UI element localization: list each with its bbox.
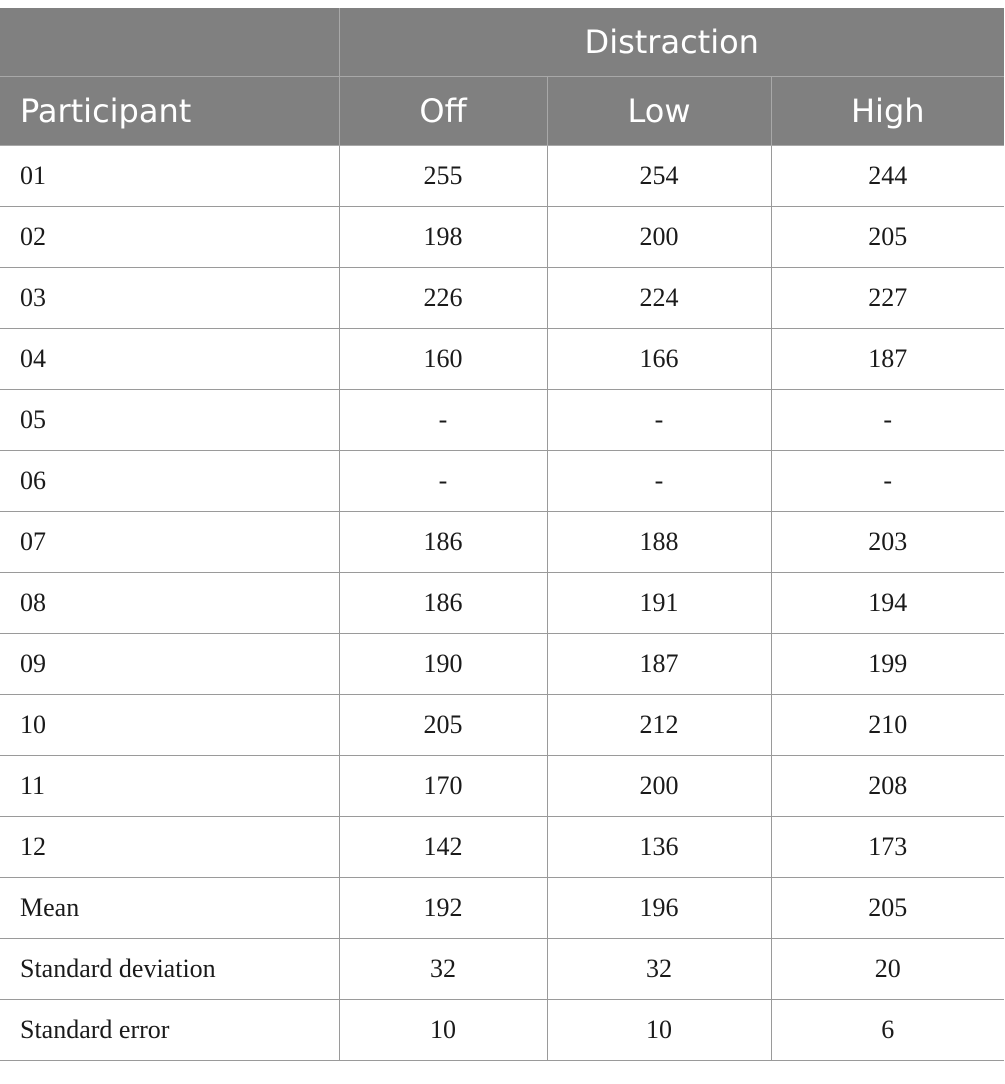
row-label: 10 <box>0 695 339 756</box>
table-row <box>0 695 1004 756</box>
value-cell: 191 <box>547 573 771 634</box>
value-cell: 142 <box>339 817 547 878</box>
value-cell: 192 <box>339 878 547 939</box>
value-cell: 200 <box>547 756 771 817</box>
row-label: 11 <box>0 756 339 817</box>
value-cell: - <box>339 390 547 451</box>
table-row <box>0 512 1004 573</box>
row-label: 09 <box>0 634 339 695</box>
value-cell: - <box>771 390 1004 451</box>
table-row <box>0 756 1004 817</box>
value-cell: 199 <box>771 634 1004 695</box>
row-label: 06 <box>0 451 339 512</box>
value-cell: 10 <box>339 1000 547 1061</box>
value-cell: 136 <box>547 817 771 878</box>
table-row <box>0 878 1004 939</box>
value-cell: 196 <box>547 878 771 939</box>
value-cell: 187 <box>547 634 771 695</box>
table-row <box>0 451 1004 512</box>
row-label: 01 <box>0 146 339 207</box>
table-row <box>0 268 1004 329</box>
distraction-header: Distraction <box>339 8 1004 77</box>
value-cell: 6 <box>771 1000 1004 1061</box>
header-blank-cell <box>0 8 339 77</box>
condition-header-off: Off <box>339 77 547 146</box>
value-cell: - <box>771 451 1004 512</box>
row-label: Mean <box>0 878 339 939</box>
table-row <box>0 939 1004 1000</box>
value-cell: 166 <box>547 329 771 390</box>
row-label: 02 <box>0 207 339 268</box>
value-cell: - <box>339 451 547 512</box>
value-cell: 210 <box>771 695 1004 756</box>
value-cell: 190 <box>339 634 547 695</box>
condition-header-high: High <box>771 77 1004 146</box>
table-row <box>0 329 1004 390</box>
table-row <box>0 146 1004 207</box>
value-cell: 227 <box>771 268 1004 329</box>
value-cell: 226 <box>339 268 547 329</box>
value-cell: 254 <box>547 146 771 207</box>
value-cell: 173 <box>771 817 1004 878</box>
row-label: 05 <box>0 390 339 451</box>
value-cell: 208 <box>771 756 1004 817</box>
value-cell: 198 <box>339 207 547 268</box>
table-row <box>0 817 1004 878</box>
table-row <box>0 573 1004 634</box>
value-cell: 187 <box>771 329 1004 390</box>
condition-header-low: Low <box>547 77 771 146</box>
value-cell: 194 <box>771 573 1004 634</box>
value-cell: 203 <box>771 512 1004 573</box>
table-body <box>0 146 1004 1061</box>
row-label: 12 <box>0 817 339 878</box>
table-row <box>0 207 1004 268</box>
row-label: 08 <box>0 573 339 634</box>
value-cell: 205 <box>771 207 1004 268</box>
value-cell: 20 <box>771 939 1004 1000</box>
row-label: 07 <box>0 512 339 573</box>
value-cell: 244 <box>771 146 1004 207</box>
value-cell: 32 <box>547 939 771 1000</box>
row-label: Standard error <box>0 1000 339 1061</box>
table-row <box>0 1000 1004 1061</box>
value-cell: 205 <box>771 878 1004 939</box>
value-cell: 200 <box>547 207 771 268</box>
value-cell: 10 <box>547 1000 771 1061</box>
participant-header: Participant <box>0 77 339 146</box>
value-cell: 205 <box>339 695 547 756</box>
table-row <box>0 634 1004 695</box>
value-cell: 170 <box>339 756 547 817</box>
row-label: Standard deviation <box>0 939 339 1000</box>
row-label: 03 <box>0 268 339 329</box>
value-cell: 32 <box>339 939 547 1000</box>
group-header-row <box>0 8 1004 77</box>
value-cell: 186 <box>339 573 547 634</box>
value-cell: 186 <box>339 512 547 573</box>
value-cell: 188 <box>547 512 771 573</box>
value-cell: 212 <box>547 695 771 756</box>
value-cell: 160 <box>339 329 547 390</box>
table-row <box>0 390 1004 451</box>
results-table <box>0 8 1004 1061</box>
value-cell: 224 <box>547 268 771 329</box>
row-label: 04 <box>0 329 339 390</box>
value-cell: 255 <box>339 146 547 207</box>
value-cell: - <box>547 390 771 451</box>
value-cell: - <box>547 451 771 512</box>
column-header-row <box>0 77 1004 146</box>
